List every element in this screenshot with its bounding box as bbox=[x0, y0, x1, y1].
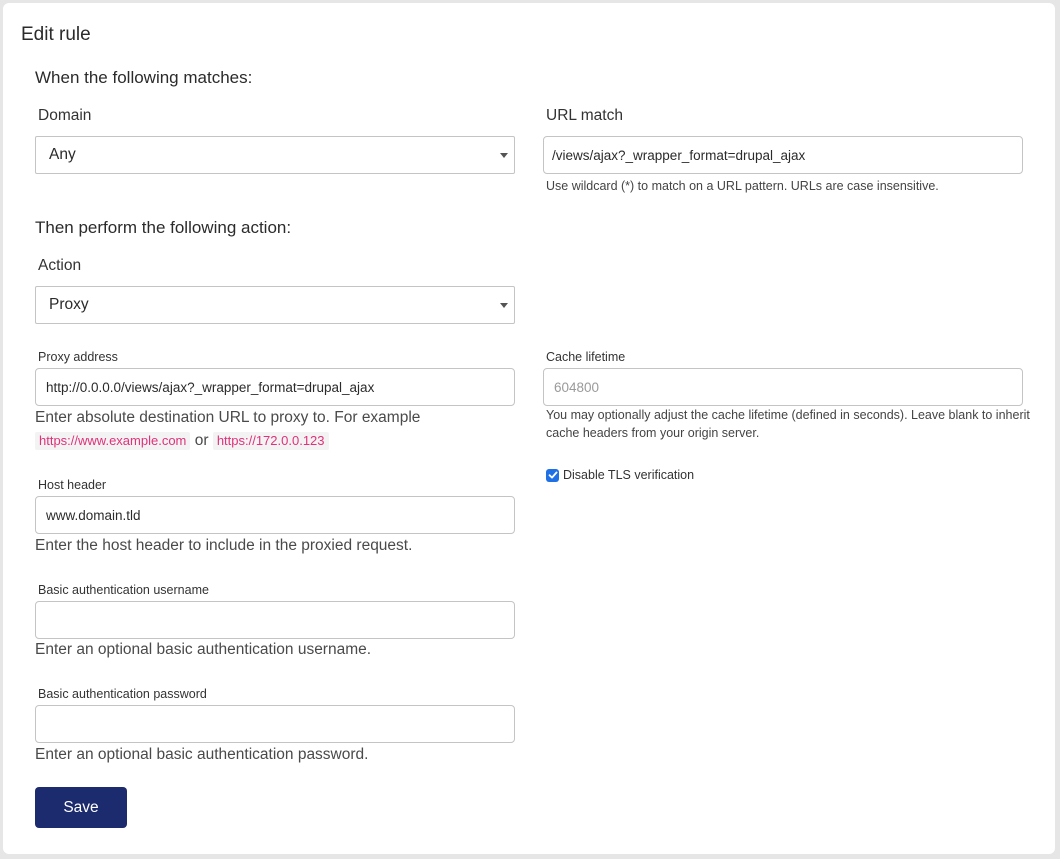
or-text: or bbox=[194, 432, 209, 449]
match-section-heading: When the following matches: bbox=[35, 68, 253, 87]
url-match-label: URL match bbox=[546, 107, 623, 124]
example-url-code: https://www.example.com bbox=[35, 432, 190, 450]
cache-lifetime-help: You may optionally adjust the cache lifetime (defined in seconds). Leave blank to inherit cache headers from your origin server. bbox=[546, 408, 1030, 440]
domain-select-value: Any bbox=[49, 146, 76, 163]
chevron-down-icon bbox=[500, 303, 508, 308]
edit-rule-card bbox=[3, 3, 1055, 854]
url-match-input[interactable] bbox=[543, 136, 1023, 174]
basic-auth-username-label: Basic authentication username bbox=[38, 583, 209, 597]
host-header-help: Enter the host header to include in the proxied request. bbox=[35, 537, 413, 554]
action-section-heading: Then perform the following action: bbox=[35, 218, 292, 237]
save-button[interactable]: Save bbox=[35, 787, 127, 828]
basic-auth-username-input[interactable] bbox=[35, 601, 515, 639]
page-title: Edit rule bbox=[21, 24, 91, 45]
basic-auth-password-help: Enter an optional basic authentication password. bbox=[35, 746, 369, 763]
example-ip-code: https://172.0.0.123 bbox=[213, 432, 329, 450]
domain-label: Domain bbox=[38, 107, 92, 124]
proxy-address-help-text: Enter absolute destination URL to proxy to. For example bbox=[35, 409, 421, 426]
proxy-address-label: Proxy address bbox=[38, 350, 118, 364]
host-header-input[interactable] bbox=[35, 496, 515, 534]
proxy-address-help bbox=[35, 406, 515, 452]
disable-tls-label: Disable TLS verification bbox=[563, 468, 695, 482]
checkmark-icon bbox=[548, 470, 558, 480]
domain-select[interactable] bbox=[35, 136, 515, 174]
action-select[interactable] bbox=[35, 286, 515, 324]
disable-tls-option[interactable] bbox=[546, 468, 694, 482]
action-select-value: Proxy bbox=[49, 296, 89, 313]
proxy-address-input[interactable] bbox=[35, 368, 515, 406]
host-header-label: Host header bbox=[38, 478, 107, 492]
cache-lifetime-input[interactable] bbox=[543, 368, 1023, 406]
chevron-down-icon bbox=[500, 153, 508, 158]
action-label: Action bbox=[38, 257, 82, 274]
url-match-help: Use wildcard (*) to match on a URL pattern. URLs are case insensitive. bbox=[546, 179, 939, 193]
disable-tls-checkbox[interactable] bbox=[546, 469, 559, 482]
basic-auth-password-label: Basic authentication password bbox=[38, 687, 207, 701]
basic-auth-username-help: Enter an optional basic authentication username. bbox=[35, 641, 372, 658]
basic-auth-password-input[interactable] bbox=[35, 705, 515, 743]
cache-lifetime-label: Cache lifetime bbox=[546, 350, 626, 364]
